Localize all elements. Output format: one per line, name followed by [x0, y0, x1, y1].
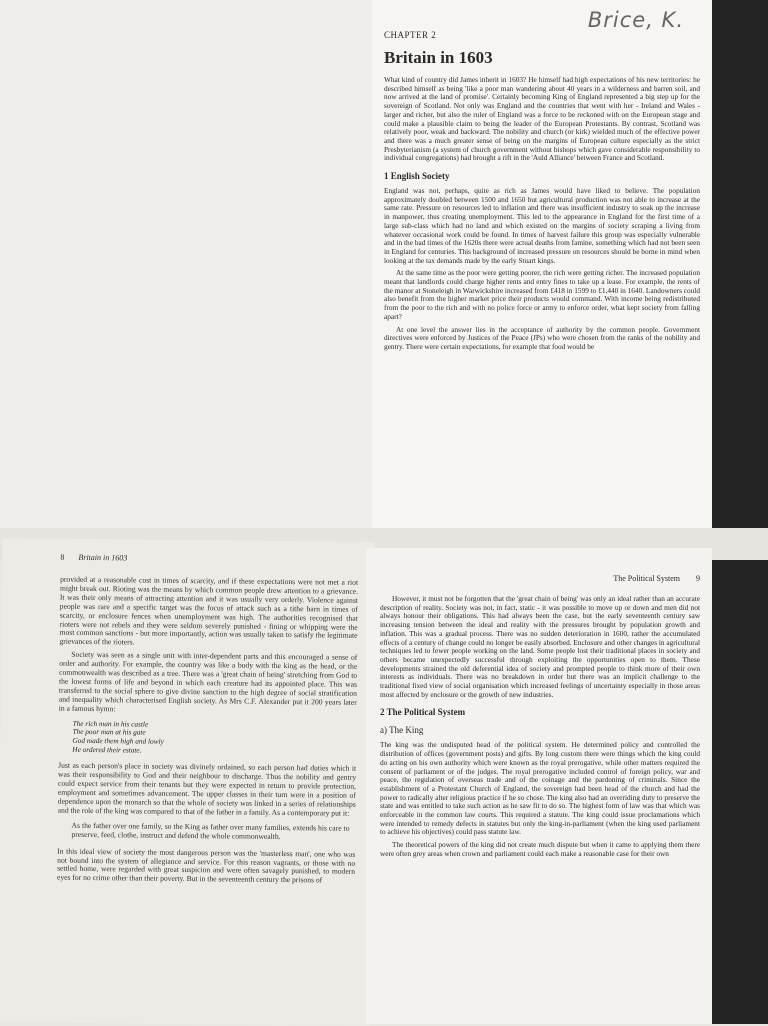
paragraph: Just as each person's place in society was divinely ordained, so each person had duties which it was their responsibility to God and their neighbour to discharge. Thus the nobility and gentry could expect service from their tenants but they were expected in return to provide protection, employment and sometimes advancement. The upper classes in their turn were in a position of dependence upon the monarch so that the whole of society was linked in a series of relationships and the role of the king was compared to that of the father in a family. As a contemporary put it: — [57, 761, 357, 818]
page-number: 9 — [696, 574, 700, 583]
hymn-verse — [72, 719, 356, 757]
chapter-title: Britain in 1603 — [384, 48, 493, 67]
sub-heading: a) The King — [380, 725, 424, 736]
paragraph: England was not, perhaps, quite as rich as James would have liked to believe. The population approximately doubled between 1500 and 1650 but agricultural production was not able to increase at the same rate. Pressure on resources led to inflation and there was insufficient industry to soak up the increase in manpower, thus creating unemployment. This led to the appearance in England for the first time of a large sub-class which had no land and which existed on the margins of society scraping a living from whatever occasional work could be found. In times of harvest failure this group was especially vulnerable and in the bad times of the 1620s there were actual deaths from famine, something which had not been seen in England for centuries. This background of increased pressure on resources should be borne in mind when looking at the tax demands made by the early Stuart kings. — [384, 186, 700, 265]
paragraph: The theoretical powers of the king did not create much dispute but when it came to applying them there were often grey areas when crown and parliament could each make a reasonable case for their own — [380, 840, 700, 858]
section-heading: 2 The Political System — [380, 707, 466, 718]
paragraph: Society was seen as a single unit with inter-dependent parts and this encouraged a sense of order and authority. For example, the country was like a body with the king as the head, or the commonwealth was described as a tree. There was a 'great chain of being' stretching from God to the lowest forms of life and beyond in which each creature had its appointed place. This was transferred to the social sphere to give divine sanction to the high degree of social stratification and inequality which characterised English society. As Mrs C.F. Alexander put it 200 years later in a famous hymn: — [58, 650, 358, 713]
right-page — [366, 548, 712, 1024]
scan-edge-shadow — [712, 0, 768, 528]
chapter-page — [372, 0, 712, 528]
running-head — [380, 574, 700, 583]
verse-line: He ordered their estate. — [72, 744, 142, 755]
block-quote: As the father over one family, so the King as father over many families, extends his care to preserve, feed, clothe, instruct and defend the whole commonwealth. — [71, 820, 350, 841]
paragraph: At one level the answer lies in the acceptance of authority by the common people. Government directives were enforced by Justices of the Peace (JPs) who were chosen from the ranks of the nobility and gentry. There were certain expectations, for example that food would be — [384, 324, 700, 351]
verse-line: The poor man at his gate — [72, 727, 146, 737]
chapter-label: CHAPTER 2 — [384, 30, 437, 40]
section-heading: 1 English Society — [384, 171, 450, 182]
running-head-title: The Political System — [613, 574, 680, 583]
paragraph: provided at a reasonable cost in times of scarcity, and if these expectations were not met a riot might break out. Rioting was the means by which common people drew attention to a grievance. It was their only means of attracting attention and it was usually very orderly. Violence against people was rare and a specific target was the focus of attack such as a tithe barn in times of scarcity, or enclosure fences when unemployment was high. The authorities recognised that rioters were not rebels and they were seldom severely punished - fining or whipping were the most common sanctions - but more importantly, action was usually taken to satisfy the legitimate grievances of the rioters. — [59, 574, 359, 647]
scan-edge-shadow — [712, 560, 768, 1024]
paragraph: The king was the undisputed head of the political system. He determined policy and controlled the distribution of offices (government posts) and gifts. By long custom there were things which the king could do acting on his own authority which were known as the royal prerogative, while other matters required the consent of parliament or of the judges. The royal prerogative included control of foreign policy, war and peace, the regulation of overseas trade and of the coinage and the pardoning of criminals. Since the establishment of a Protestant Church of England, the sovereign had been head of the church and had the power to radically alter religious practice if he so chose. The king also had an overriding duty to preserve the state and was entitled to take such action as he saw fit to do so. The highest form of law was that which was enforceable in the common law courts. This required a statute. The king could issue proclamations which were intended to remedy defects in statutes but only the king-in-parliament (when the king used parliament to achieve his objectives) could pass statute law. — [380, 740, 700, 837]
running-head — [60, 553, 358, 565]
paragraph: At the same time as the poor were getting poorer, the rich were getting richer. The increased population meant that landlords could charge higher rents and entry fines to take up a lease. For example, the rents of the manor at Stoneleigh in Warwickshire increased from £418 in 1599 to £1,440 in 1640. Landowners could also benefit from the higher market price their products would command. With income being redistributed from the poor to the rich and with no police force or army to enforce order, what kept society from falling apart? — [384, 268, 700, 321]
handwritten-signature: Brice, K. — [587, 8, 684, 32]
intro-paragraph: What kind of country did James inherit in 1603? He himself had high expectations of his new territories: he described himself as being 'like a poor man wandering about 40 years in a wilderness and barren soil, and now arrived at the land of promise'. Certainly becoming King of England represented a big step up for the sovereign of Scotland. Not only was England and the countries that went with her - Ireland and Wales - larger and richer, but also the ruler of England was a force to be reckoned with on the European stage and could make a plausible claim to being the leader of the European Protestants. By contrast, Scotland was relatively poor, weak and backward. The nobility and church (or kirk) wielded much of the effective power and there was a much greater sense of being on the margins of European culture especially as the strict Presbyterianism (a system of church government without bishops which gave considerable responsibility to individual congregations) had brought a rift in the 'Auld Alliance' between France and Scotland. — [384, 75, 700, 163]
verse-line: God made them high and lowly — [72, 735, 164, 746]
page-number: 8 — [60, 552, 65, 562]
left-page — [0, 538, 375, 1026]
verse-line: The rich man in his castle — [72, 718, 149, 729]
paragraph: However, it must not be forgotten that the 'great chain of being' was only an ideal rather than an accurate description of reality. Society was not, in fact, static - it was possible to move up or down and men did not always honour their obligations. This had always been the case, but the early seventeenth century saw increasing tension between the ideal and reality with the pressures brought by population growth and inflation. This was a gradual process. There was no sudden deterioration in 1600, rather the accumulated effects of a century of change could no longer be easily absorbed. Enclosure and other changes in agricultural techniques led to fewer people working on the land. Some people lost their traditional places in society and others became unexpectedly successful through exploiting the opportunities open to them. These developments strained the old deferential idea of society and prompted people to think more of their own interests as individuals. There was no breakdown in order but there was an implicit challenge to the traditional fixed view of social organisation which increased feelings of uncertainty especially in those areas most affected by enclosure or the growth of new industries. — [380, 594, 700, 699]
paragraph: In this ideal view of society the most dangerous person was the 'masterless man', one who was not bound into the system of allegiance and service. For this reason vagrants, or those with no settled home, were regarded with great suspicion and were often savagely punished, to modern eyes for no crime other than their poverty. But in the seventeenth century the prisons of — [56, 846, 356, 885]
blank-page-area — [0, 0, 372, 528]
running-head-title: Britain in 1603 — [78, 552, 128, 563]
